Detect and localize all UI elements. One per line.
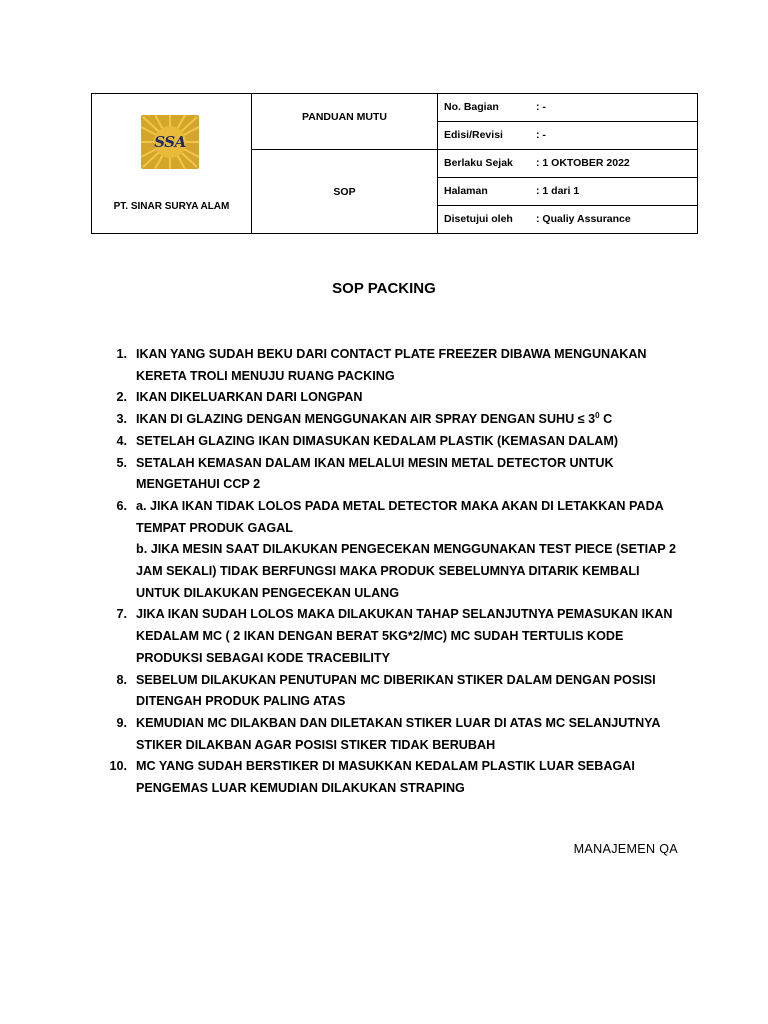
list-item xyxy=(105,713,685,756)
step-line: PRODUKSI SEBAGAI KODE TRACEBILITY xyxy=(136,650,390,665)
doc-type-cell: SOP xyxy=(252,150,438,234)
step-line: KEDALAM MC ( 2 IKAN DENGAN BERAT 5KG*2/MC) MC SUDAH TERTULIS KODE xyxy=(136,629,624,644)
field-label: Berlaku Sejak xyxy=(444,157,513,169)
manual-label-cell: PANDUAN MUTU xyxy=(252,94,438,150)
step-line: KEMUDIAN MC DILAKBAN DAN DILETAKAN STIKER LUAR DI ATAS MC SELANJUTNYA xyxy=(136,715,661,730)
step-line: a. JIKA IKAN TIDAK LOLOS PADA METAL DETECTOR MAKA AKAN DI LETAKKAN PADA xyxy=(136,498,664,513)
list-item xyxy=(105,431,685,453)
list-item xyxy=(105,453,685,496)
step-number: 3. xyxy=(116,412,127,427)
field-value: : 1 OKTOBER 2022 xyxy=(536,157,630,169)
field-label: Edisi/Revisi xyxy=(444,129,503,141)
step-line: IKAN DIKELUARKAN DARI LONGPAN xyxy=(136,390,363,405)
list-item xyxy=(105,604,685,669)
company-cell xyxy=(92,94,252,234)
list-item xyxy=(105,496,685,605)
field-value: : 1 dari 1 xyxy=(536,185,580,197)
field-berlaku-sejak xyxy=(438,150,698,178)
step-number: 6. xyxy=(116,498,127,513)
list-item xyxy=(105,387,685,409)
step-number: 8. xyxy=(116,672,127,687)
step-text: IKAN DI GLAZING DENGAN MENGGUNAKAN AIR SPRAY DENGAN SUHU ≤ 3 xyxy=(136,412,596,427)
field-label: No. Bagian xyxy=(444,101,499,113)
field-no-bagian xyxy=(438,94,698,122)
step-line: PENGEMAS LUAR KEMUDIAN DILAKUKAN STRAPING xyxy=(136,781,465,796)
step-line: JIKA IKAN SUDAH LOLOS MAKA DILAKUKAN TAHAP SELANJUTNYA PEMASUKAN IKAN xyxy=(136,607,673,622)
company-name: PT. SINAR SURYA ALAM xyxy=(113,201,230,212)
logo-text: SSA xyxy=(154,133,186,151)
step-line: UNTUK DILAKUKAN PENGECEKAN ULANG xyxy=(136,585,400,600)
field-disetujui-oleh xyxy=(438,206,698,234)
list-item xyxy=(105,409,685,431)
procedure-steps xyxy=(105,344,685,800)
step-number: 2. xyxy=(116,390,127,405)
document-header-table xyxy=(91,93,698,234)
step-line: TEMPAT PRODUK GAGAL xyxy=(136,520,293,535)
step-line: STIKER DILAKBAN AGAR POSISI STIKER TIDAK BERUBAH xyxy=(136,737,496,752)
field-label: Halaman xyxy=(444,185,488,197)
step-line xyxy=(136,409,685,431)
step-number: 4. xyxy=(116,433,127,448)
step-line: IKAN YANG SUDAH BEKU DARI CONTACT PLATE FREEZER DIBAWA MENGUNAKAN xyxy=(136,347,647,361)
list-item xyxy=(105,670,685,713)
step-line: SEBELUM DILAKUKAN PENUTUPAN MC DIBERIKAN STIKER DALAM DENGAN POSISI xyxy=(136,672,656,687)
step-number: 7. xyxy=(116,607,127,622)
field-value: : - xyxy=(536,101,546,113)
step-line: MENGETAHUI CCP 2 xyxy=(136,477,261,492)
company-logo xyxy=(141,115,199,169)
field-label: Disetujui oleh xyxy=(444,213,513,225)
step-number: 10. xyxy=(109,759,127,774)
field-halaman xyxy=(438,178,698,206)
document-title: SOP PACKING xyxy=(332,280,436,297)
step-line: b. JIKA MESIN SAAT DILAKUKAN PENGECEKAN MENGGUNAKAN TEST PIECE (SETIAP 2 xyxy=(136,542,676,557)
list-item xyxy=(105,344,685,387)
field-edisi-revisi xyxy=(438,122,698,150)
step-number: 5. xyxy=(116,455,127,470)
step-line: DITENGAH PRODUK PALING ATAS xyxy=(136,694,346,709)
step-line: JAM SEKALI) TIDAK BERFUNGSI MAKA PRODUK SEBELUMNYA DITARIK KEMBALI xyxy=(136,564,640,579)
degree-superscript: 0 xyxy=(595,410,600,420)
step-line: MC YANG SUDAH BERSTIKER DI MASUKKAN KEDALAM PLASTIK LUAR SEBAGAI xyxy=(136,759,635,774)
list-item xyxy=(105,756,685,799)
step-line: SETELAH GLAZING IKAN DIMASUKAN KEDALAM PLASTIK (KEMASAN DALAM) xyxy=(136,433,619,448)
field-value: : Qualiy Assurance xyxy=(536,213,631,225)
step-number: 9. xyxy=(116,715,127,730)
step-line: KERETA TROLI MENUJU RUANG PACKING xyxy=(136,368,395,383)
step-number: 1. xyxy=(116,347,127,361)
step-line: SETALAH KEMASAN DALAM IKAN MELALUI MESIN METAL DETECTOR UNTUK xyxy=(136,455,614,470)
signature-label: MANAJEMEN QA xyxy=(573,842,678,856)
field-value: : - xyxy=(536,129,546,141)
step-text: C xyxy=(599,412,613,427)
